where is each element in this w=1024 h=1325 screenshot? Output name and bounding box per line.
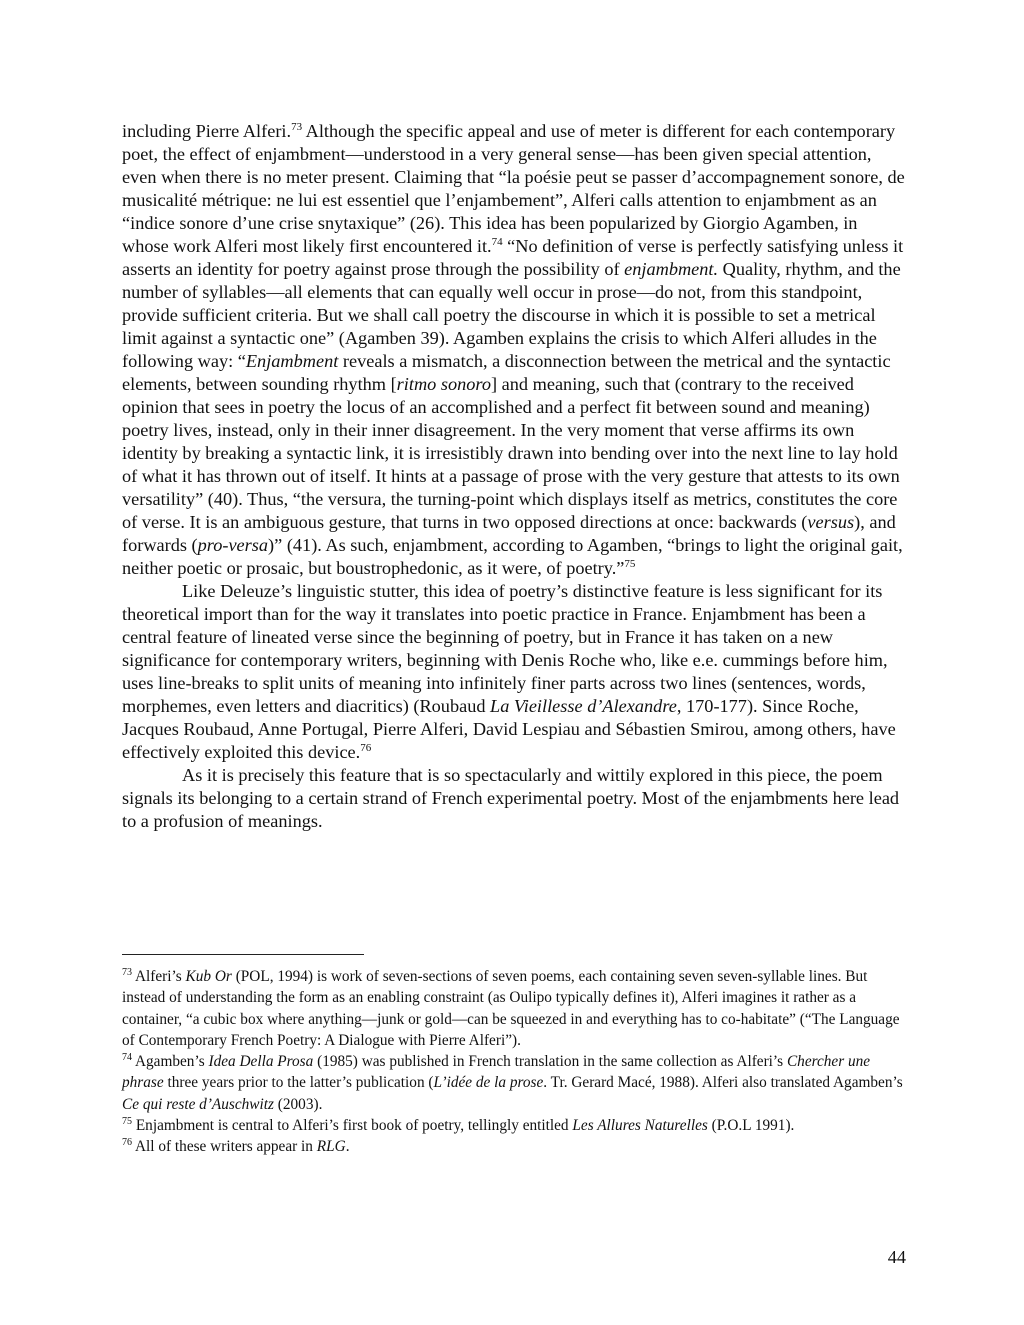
- text-span: .: [345, 1138, 350, 1156]
- italic-title: Chercher une phrase: [122, 1053, 871, 1092]
- italic-title: Ce qui reste d’Auschwitz: [122, 1095, 274, 1113]
- text-span: (2003).: [273, 1095, 323, 1113]
- footnote-number: 74: [122, 1052, 132, 1064]
- footnote-ref-75[interactable]: 75: [624, 557, 636, 570]
- footnote-number: 76: [122, 1137, 132, 1149]
- page-number: 44: [887, 1247, 906, 1267]
- italic-term: pro-versa: [197, 535, 269, 555]
- text-span: Quality, rhythm, and the number of syllables—all elements that can equally well occur in prose—do not, from this standpoint, provide sufficient criteria. But we shall call poetry the discourse in which it is possible to set a metrical limit against a syntactic one” (Agamben 39). Agamben explains the crisis to which Alferi alludes in the following way: “: [122, 259, 901, 371]
- text-span: “No definition of verse is perfectly satisfying unless it asserts an identity for poetry against prose through the possibility of: [122, 236, 904, 279]
- footnote-74: [122, 1051, 906, 1115]
- paragraph-1: [122, 120, 906, 580]
- text-span: ] and meaning, such that (contrary to the received opinion that sees in poetry the locus of an accomplished and a perfect fit between sound and meaning) poetry lives, instead, only in their inner disagreement. In the very moment that verse affirms its own identity by breaking a syntactic link, it is irresistibly drawn into bending over into the next line to lay hold of what it has thrown out of itself. It hints at a passage of prose with the very gesture that attests to its own versatility” (40). Thus, “the versura, the turning-point which displays itself as metrics, constitutes the core of verse. It is an ambiguous gesture, that turns in two opposed directions at once: backwards (: [122, 374, 900, 532]
- page-body: [122, 120, 906, 833]
- italic-title: Kub Or: [185, 968, 232, 985]
- text-span: )” (41). As such, enjambment, according to Agamben, “brings to light the original gait, neither poetic or prosaic, but boustrophedonic, as it were, of poetry.”: [122, 535, 903, 578]
- footnote-divider: [122, 954, 364, 955]
- paragraph-2: [122, 580, 906, 764]
- text-span: ), and forwards (: [122, 512, 896, 555]
- text-span: Enjambment is central to Alferi’s first book of poetry, tellingly entitled: [132, 1117, 573, 1135]
- italic-term: enjambment.: [624, 259, 719, 279]
- italic-title: RLG: [316, 1138, 346, 1156]
- footnote-ref-73[interactable]: 73: [291, 120, 303, 133]
- text-span: (POL, 1994) is work of seven-sections of seven poems, each containing seven seven-syllable lines. But instead of understanding the form as an enabling constraint (as Oulipo typically defines it), Alferi imagines it rather as a container, “a cubic box where anything—junk or gold—can be squeezed in and everything has to co-habitate” (“The Language of Contemporary French Poetry: A Dialogue with Pierre Alferi”).: [122, 968, 900, 1049]
- text-span: Although the specific appeal and use of meter is different for each contemporary poet, the effect of enjambment—understood in a very general sense—has been given special attention, even when there is no meter present. Claiming that “la poésie peut se passer d’accompagnement sonore, de musicalité métrique: ne lui est essentiel que l’enjambement”, Alferi calls attention to enjambment as an “indice sonore d’une crise snytaxique” (26). This idea has been popularized by Giorgio Agamben, in whose work Alferi most likely first encountered it.: [122, 121, 905, 256]
- italic-term: Enjambment: [245, 351, 339, 371]
- text-span: including Pierre Alferi.: [122, 121, 292, 141]
- text-span: reveals a mismatch, a disconnection between the metrical and the syntactic elements, between sounding rhythm [: [122, 351, 891, 394]
- main-text: [122, 120, 906, 833]
- footnote-ref-74[interactable]: 74: [491, 235, 503, 248]
- footnote-number: 75: [122, 1115, 132, 1127]
- footnote-number: 73: [122, 966, 132, 978]
- text-span: Alferi’s: [132, 968, 186, 985]
- text-span: All of these writers appear in: [132, 1138, 317, 1156]
- footnote-73: [122, 966, 906, 1051]
- italic-title: La Vieillesse d’Alexandre: [490, 696, 677, 716]
- text-span: Like Deleuze’s linguistic stutter, this idea of poetry’s distinctive feature is less significant for its theoretical import than for the way it translates into poetic practice in France. Enjambment has been a central feature of lineated verse since the beginning of poetry, but in France it has taken on a new significance for contemporary writers, beginning with Denis Roche who, like e.e. cummings before him, uses line-breaks to split units of meaning into infinitely finer parts across two lines (sentences, words, morphemes, even letters and diacritics) (Roubaud: [122, 581, 888, 716]
- paragraph-3: [122, 764, 906, 833]
- footnotes: [122, 966, 906, 1158]
- text-span: Agamben’s: [132, 1053, 209, 1071]
- footnote-ref-76[interactable]: 76: [360, 741, 372, 754]
- text-span: , 170-177). Since Roche, Jacques Roubaud, Anne Portugal, Pierre Alferi, David Lespiau and Sébastien Smirou, among others, have effectively exploited this device.: [122, 696, 896, 762]
- footnote-76: [122, 1136, 906, 1157]
- italic-title: L’idée de la prose: [433, 1074, 544, 1092]
- italic-title: Idea Della Prosa: [208, 1053, 314, 1071]
- text-span: . Tr. Gerard Macé, 1988). Alferi also translated Agamben’s: [543, 1074, 903, 1092]
- text-span: As it is precisely this feature that is so spectacularly and wittily explored in this piece, the poem signals its belonging to a certain strand of French experimental poetry. Most of the enjambments here lead to a profusion of meanings.: [122, 765, 900, 831]
- footnote-75: [122, 1115, 906, 1136]
- text-span: (P.O.L 1991).: [707, 1117, 795, 1135]
- italic-term: ritmo sonoro: [396, 374, 491, 394]
- text-span: (1985) was published in French translation in the same collection as Alferi’s: [313, 1053, 787, 1071]
- text-span: three years prior to the latter’s publication (: [163, 1074, 434, 1092]
- italic-title: Les Allures Naturelles: [572, 1117, 708, 1135]
- italic-term: versus: [807, 512, 855, 532]
